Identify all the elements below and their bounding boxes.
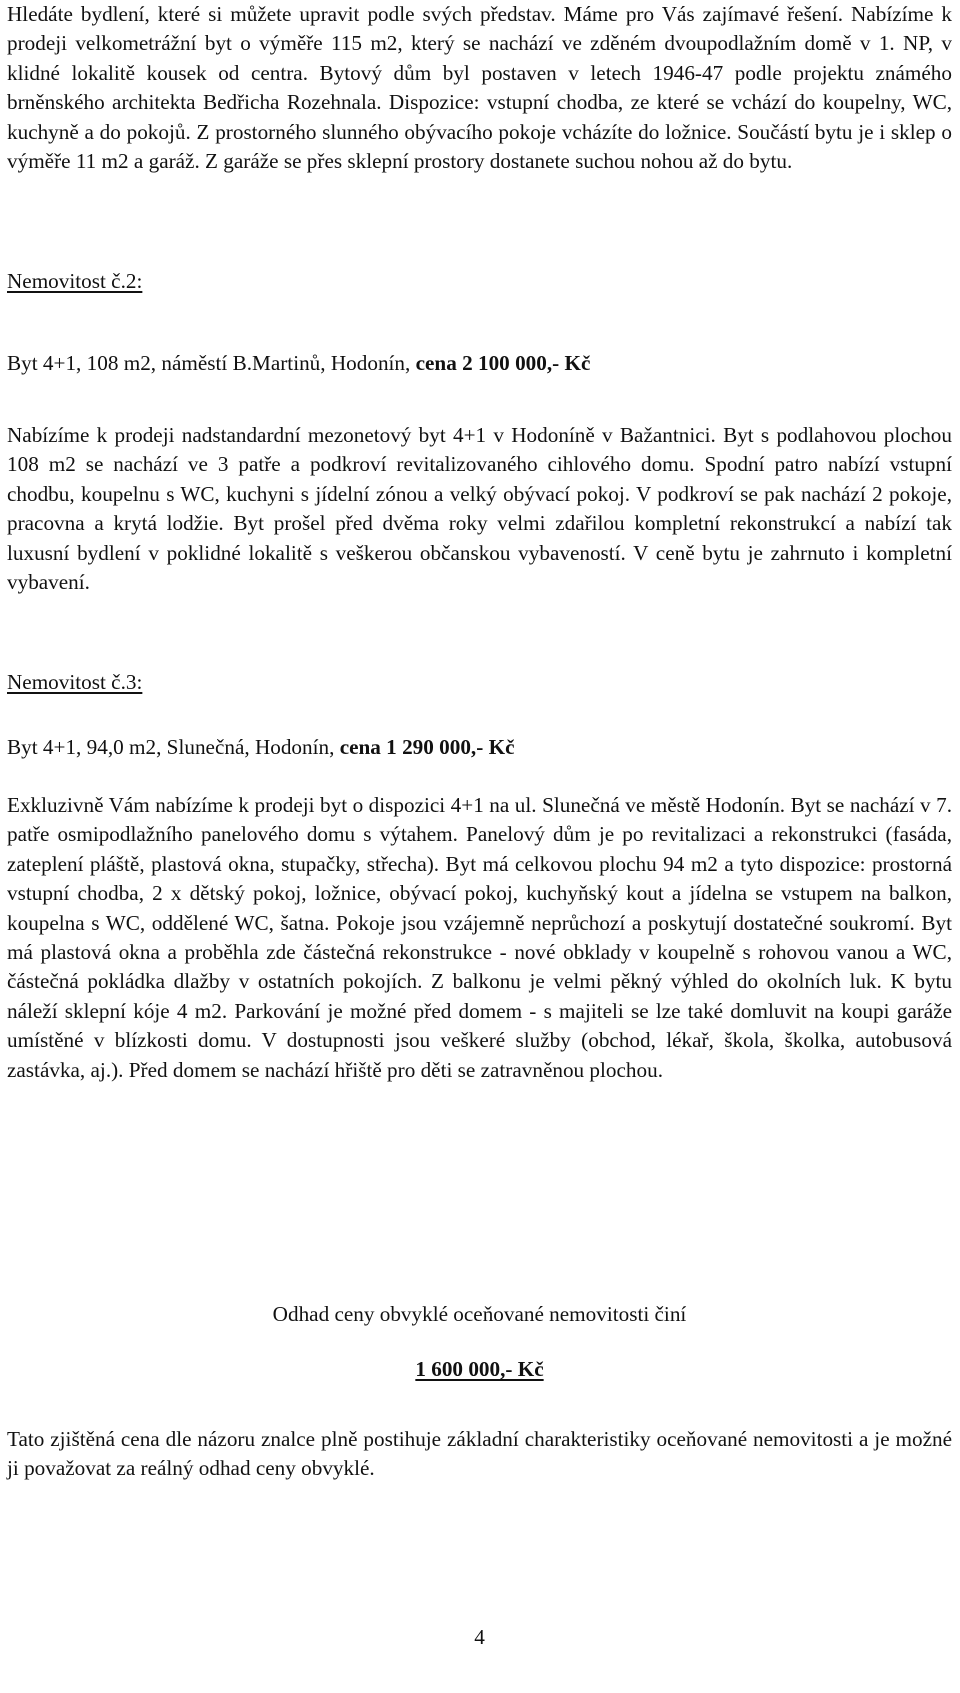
property-2-listing <box>7 349 590 378</box>
property-3-listing <box>7 733 514 762</box>
estimate-value: 1 600 000,- Kč <box>415 1357 544 1381</box>
conclusion-paragraph: Tato zjištěná cena dle názoru znalce plně postihuje základní charakteristiky oceňované nemovitosti a je možné ji považovat za reálný odhad ceny obvyklé. <box>7 1427 952 1481</box>
page-number: 4 <box>474 1625 485 1649</box>
estimate-label: Odhad ceny obvyklé oceňované nemovitosti činí <box>272 1302 687 1326</box>
property-2-heading: Nemovitost č.2: <box>7 269 143 293</box>
property-2-summary: Byt 4+1, 108 m2, náměstí B.Martinů, Hodonín, <box>7 351 411 375</box>
property-3-description: Exkluzivně Vám nabízíme k prodeji byt o dispozici 4+1 na ul. Slunečná ve městě Hodonín. Byt se nachází v 7. patře osmipodlažního panelového domu s výtahem. Panelový dům je po revitalizaci a rekonstrukci (fasáda, zateplení pláště, plastová okna, stupačky, střecha). Byt má celkovou plochu 94 m2 a tyto dispozice: prostorná vstupní chodba, 2 x dětský pokoj, ložnice, obývací pokoj, kuchyňský kout a jídelna se vstupem na balkon, koupelna s WC, oddělené WC, šatna. Pokoje jsou vzájemně neprůchozí a poskytují dostatečné soukromí. Byt má plastová okna a proběhla zde částečná rekonstrukce - nové obklady v koupelně s rohovou vanou a WC, částečná pokládka dlažby v ostatních pokojích. Z balkonu je velmi pěkný výhled do okolních luk. K bytu náleží sklepní kóje 4 m2. Parkování je možné před domem - s majiteli se lze také domluvit na koupi garáže umístěné v blízkosti domu. V dostupnosti jsou veškeré služby (obchod, lékař, škola, školka, autobusová zastávka, aj.). Před domem se nachází hřiště pro děti se zatravněnou plochou. <box>7 793 952 1082</box>
property-2-price: cena 2 100 000,- Kč <box>415 351 591 375</box>
intro-paragraph: Hledáte bydlení, které si můžete upravit podle svých představ. Máme pro Vás zajímavé řešení. Nabízíme k prodeji velkometrážní byt o výměře 115 m2, který se nachází ve zděném dvoupodlažním domě v 1. NP, v klidné lokalitě kousek od centra. Bytový dům byl postaven v letech 1946-47 podle projektu známého brněnského architekta Bedřicha Rozehnala. Dispozice: vstupní chodba, ze které se vchází do koupelny, WC, kuchyně a do pokojů. Z prostorného slunného obývacího pokoje vcházíte do ložnice. Součástí bytu je i sklep o výměře 11 m2 a garáž. Z garáže se přes sklepní prostory dostanete suchou nohou až do bytu. <box>7 2 952 174</box>
property-3-price: cena 1 290 000,- Kč <box>339 735 515 759</box>
property-3-summary: Byt 4+1, 94,0 m2, Slunečná, Hodonín, <box>7 735 335 759</box>
property-2-description: Nabízíme k prodeji nadstandardní mezonetový byt 4+1 v Hodoníně v Bažantnici. Byt s podlahovou plochou 108 m2 se nachází ve 3 patře a podkroví revitalizovaného cihlového domu. Spodní patro nabízí vstupní chodbu, koupelnu s WC, kuchyni s jídelní zónou a velký obývací pokoj. V podkroví se pak nachází 2 pokoje, pracovna a krytá lodžie. Byt prošel před dvěma roky velmi zdařilou kompletní rekonstrukcí a nabízí tak luxusní bydlení v poklidné lokalitě s veškerou občanskou vybaveností. V ceně bytu je zahrnuto i kompletní vybavení. <box>7 423 952 595</box>
property-3-heading: Nemovitost č.3: <box>7 670 143 694</box>
